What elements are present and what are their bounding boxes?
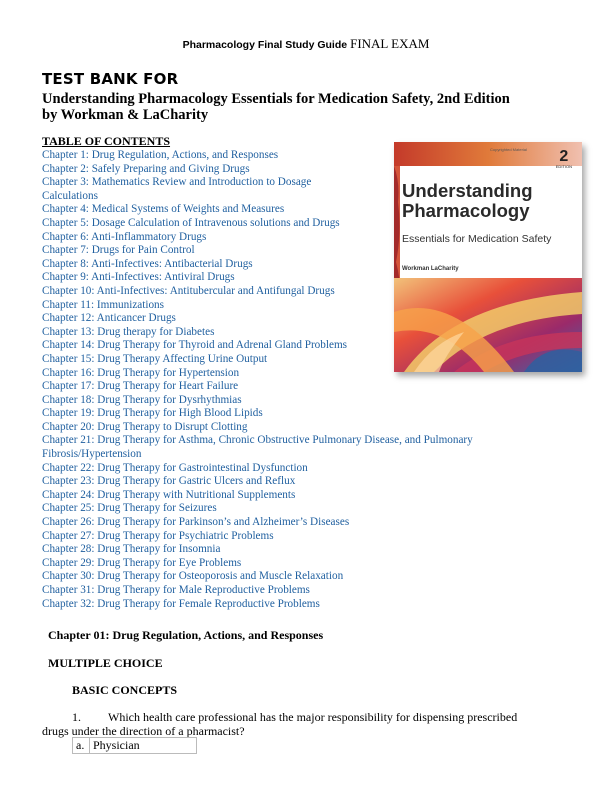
- cover-title: [402, 181, 533, 221]
- toc-link[interactable]: Chapter 11: Immunizations: [42, 298, 165, 311]
- toc-link[interactable]: Chapter 26: Drug Therapy for Parkinson’s and Alzheimer’s Diseases: [42, 516, 350, 529]
- toc-link[interactable]: Calculations: [42, 189, 98, 202]
- toc-link[interactable]: Chapter 8: Anti-Infectives: Antibacterial Drugs: [42, 257, 253, 270]
- cover-copyright: Copyrighted Material: [490, 147, 527, 152]
- toc-link[interactable]: Chapter 19: Drug Therapy for High Blood Lipids: [42, 407, 263, 420]
- toc-link[interactable]: Chapter 16: Drug Therapy for Hypertension: [42, 366, 240, 379]
- answer-options: [72, 737, 197, 754]
- book-authors: by Workman & LaCharity: [42, 107, 209, 123]
- toc-link[interactable]: Chapter 21: Drug Therapy for Asthma, Chronic Obstructive Pulmonary Disease, and Pulmonary: [42, 434, 473, 447]
- option-text: Physician: [90, 738, 197, 754]
- toc-link[interactable]: Chapter 6: Anti-Inflammatory Drugs: [42, 230, 207, 243]
- toc-link[interactable]: Chapter 24: Drug Therapy with Nutritional Supplements: [42, 488, 296, 501]
- chapter-heading: Chapter 01: Drug Regulation, Actions, and Responses: [48, 628, 324, 642]
- header-final-exam: FINAL EXAM: [350, 36, 430, 51]
- toc-link[interactable]: Chapter 17: Drug Therapy for Heart Failure: [42, 380, 239, 393]
- cover-edition: [556, 150, 572, 169]
- question-text: Which health care professional has the major responsibility for dispensing prescribed: [108, 710, 518, 724]
- cover-authors: Workman LaCharity: [402, 266, 459, 272]
- page-header: [0, 36, 612, 52]
- toc-link[interactable]: Chapter 18: Drug Therapy for Dysrhythmias: [42, 393, 242, 406]
- toc-link[interactable]: Fibrosis/Hypertension: [42, 448, 142, 461]
- cover-title-line1: Understanding: [402, 180, 533, 201]
- toc-link[interactable]: Chapter 2: Safely Preparing and Giving Drugs: [42, 162, 250, 175]
- question-number: 1.: [72, 710, 81, 724]
- toc-link[interactable]: Chapter 12: Anticancer Drugs: [42, 312, 176, 325]
- cover-artwork: [394, 142, 582, 372]
- toc-link[interactable]: Chapter 30: Drug Therapy for Osteoporosis and Muscle Relaxation: [42, 570, 344, 583]
- toc-link[interactable]: Chapter 5: Dosage Calculation of Intravenous solutions and Drugs: [42, 216, 340, 229]
- toc-link[interactable]: Chapter 27: Drug Therapy for Psychiatric Problems: [42, 529, 274, 542]
- toc-link[interactable]: Chapter 15: Drug Therapy Affecting Urine Output: [42, 352, 268, 365]
- toc-link[interactable]: Chapter 29: Drug Therapy for Eye Problems: [42, 556, 242, 569]
- toc-link[interactable]: Chapter 4: Medical Systems of Weights and Measures: [42, 203, 285, 216]
- toc-link[interactable]: Chapter 22: Drug Therapy for Gastrointestinal Dysfunction: [42, 461, 308, 474]
- toc-link[interactable]: Chapter 9: Anti-Infectives: Antiviral Drugs: [42, 271, 235, 284]
- toc-link[interactable]: Chapter 23: Drug Therapy for Gastric Ulcers and Reflux: [42, 475, 296, 488]
- toc-link[interactable]: Chapter 14: Drug Therapy for Thyroid and Adrenal Gland Problems: [42, 339, 348, 352]
- book-cover-image: [394, 142, 582, 372]
- test-bank-title: TEST BANK FOR: [42, 70, 179, 88]
- toc-link[interactable]: Chapter 32: Drug Therapy for Female Reproductive Problems: [42, 597, 320, 610]
- cover-edition-number: 2: [559, 148, 569, 165]
- answer-option[interactable]: [73, 738, 197, 754]
- toc-link[interactable]: Chapter 10: Anti-Infectives: Antitubercular and Antifungal Drugs: [42, 284, 335, 297]
- section-heading: MULTIPLE CHOICE: [48, 656, 163, 670]
- toc-link[interactable]: Chapter 20: Drug Therapy to Disrupt Clotting: [42, 420, 248, 433]
- cover-title-line2: Pharmacology: [402, 200, 530, 221]
- book-title: Understanding Pharmacology Essentials for Medication Safety, 2nd Edition: [42, 91, 510, 107]
- toc-link[interactable]: Chapter 13: Drug therapy for Diabetes: [42, 325, 215, 338]
- toc-link[interactable]: Chapter 25: Drug Therapy for Seizures: [42, 502, 217, 515]
- subsection-heading: BASIC CONCEPTS: [72, 683, 178, 697]
- toc-title: TABLE OF CONTENTS: [42, 134, 171, 148]
- cover-edition-label: EDITION: [555, 164, 572, 169]
- toc-link[interactable]: Chapter 28: Drug Therapy for Insomnia: [42, 543, 221, 556]
- question-1: [42, 710, 532, 738]
- toc-link[interactable]: Chapter 31: Drug Therapy for Male Reproductive Problems: [42, 584, 310, 596]
- toc-link[interactable]: Chapter 1: Drug Regulation, Actions, and Responses: [42, 149, 279, 161]
- header-study-guide: Pharmacology Final Study Guide: [182, 39, 348, 51]
- cover-subtitle: Essentials for Medication Safety: [402, 233, 552, 245]
- toc-link[interactable]: Chapter 3: Mathematics Review and Introduction to Dosage: [42, 176, 312, 189]
- question-text-cont: drugs under the direction of a pharmacist?: [42, 724, 245, 738]
- option-letter: a.: [73, 738, 90, 754]
- toc-link[interactable]: Chapter 7: Drugs for Pain Control: [42, 244, 195, 257]
